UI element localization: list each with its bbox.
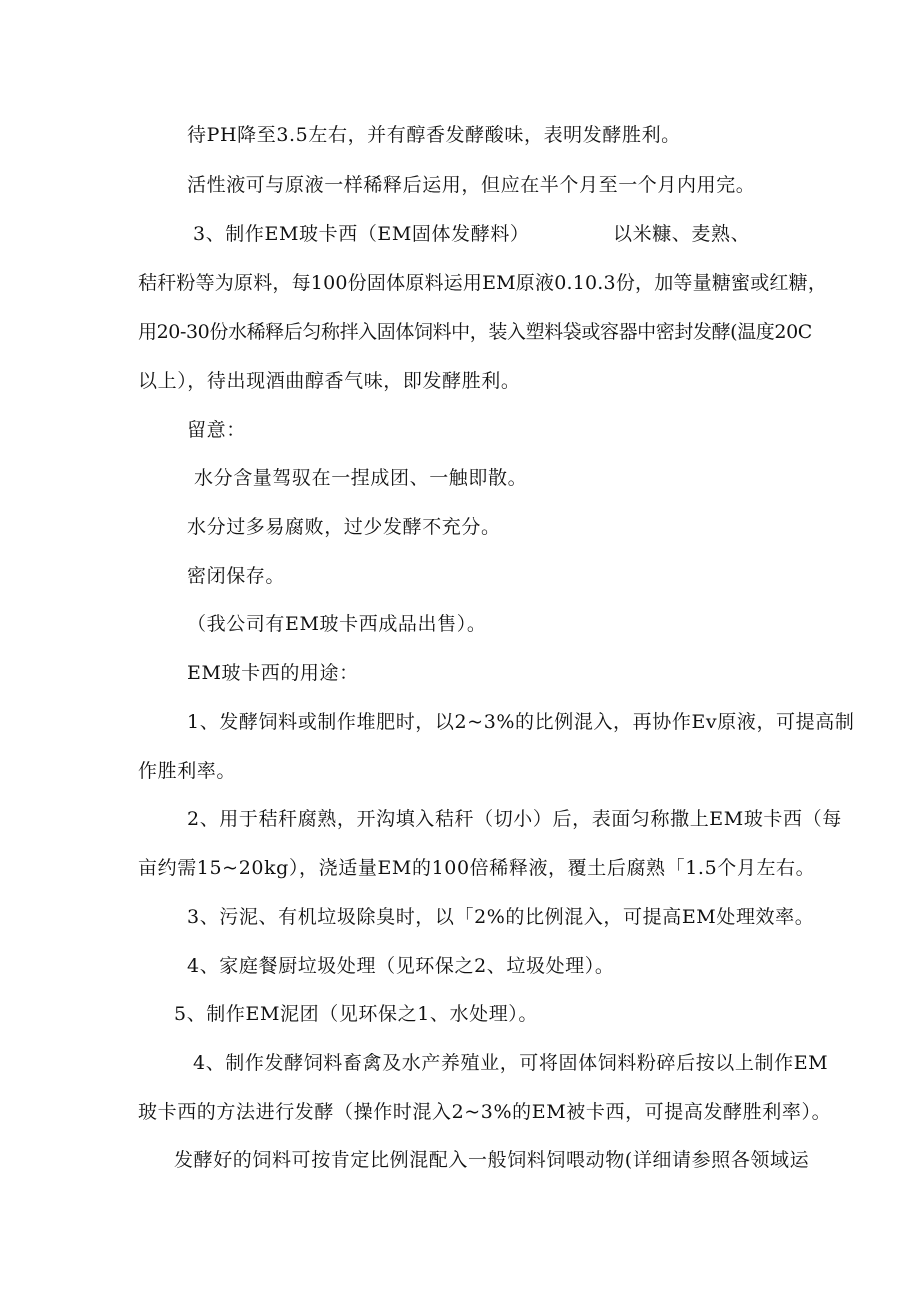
section-heading: EM玻卡西的用途：	[187, 662, 359, 684]
paragraph-line: 发酵好的饲料可按肯定比例混配入一般饲料饲喂动物(详细请参照各领域运	[174, 1149, 810, 1171]
list-item: 4、家庭餐厨垃圾处理（见环保之2、垃圾处理）。	[187, 955, 615, 977]
section-heading: 3、制作EM玻卡西（EM固体发酵料）	[193, 223, 530, 245]
paragraph-line: 待PH降至3.5左右，并有醇香发酵酸味，表明发酵胜利。	[187, 124, 681, 146]
list-item-continuation: 亩约需15~20kg），浇适量EM的100倍稀释液，覆土后腐熟「1.5个月左右。	[138, 857, 816, 879]
list-item: 2、用于秸秆腐熟，开沟填入秸秆（切小）后，表面匀称撒上EM玻卡西（每	[187, 808, 842, 830]
list-item: 1、发酵饲料或制作堆肥时，以2~3%的比例混入，再协作Ev原液，可提高制	[187, 711, 855, 733]
paragraph-line: 以上），待出现酒曲醇香气味，即发酵胜利。	[138, 370, 521, 392]
paragraph-line: 以米糠、麦熟、	[613, 223, 751, 245]
section-heading: 4、制作发酵饲料畜禽及水产养殖业，可将固体饲料粉碎后按以上制作EM	[193, 1052, 829, 1074]
paragraph-line: 水分过多易腐败，过少发酵不充分。	[187, 516, 501, 538]
paragraph-line: 用20-30份水稀释后匀称拌入固体饲料中，装入塑料袋或容器中密封发酵(温度20C	[138, 321, 812, 343]
paragraph-line: （我公司有EM玻卡西成品出售）。	[187, 613, 487, 635]
paragraph-line: 秸秆粉等为原料，每100份固体原料运用EM原液0.10.3份，加等量糖蜜或红糖，	[138, 272, 828, 294]
note-heading: 留意：	[187, 419, 246, 441]
list-item: 3、污泥、有机垃圾除臭时，以「2%的比例混入，可提高EM处理效率。	[187, 906, 815, 928]
paragraph-line: 活性液可与原液一样稀释后运用，但应在半个月至一个月内用完。	[187, 174, 756, 196]
list-item-continuation: 作胜利率。	[138, 760, 237, 782]
paragraph-line: 密闭保存。	[187, 565, 286, 587]
list-item: 5、制作EM泥团（见环保之1、水处理）。	[174, 1003, 539, 1025]
paragraph-line: 水分含量驾驭在一捏成团、一触即散。	[194, 467, 528, 489]
paragraph-line: 玻卡西的方法进行发酵（操作时混入2~3%的EM被卡西，可提高发酵胜利率）。	[138, 1101, 832, 1123]
